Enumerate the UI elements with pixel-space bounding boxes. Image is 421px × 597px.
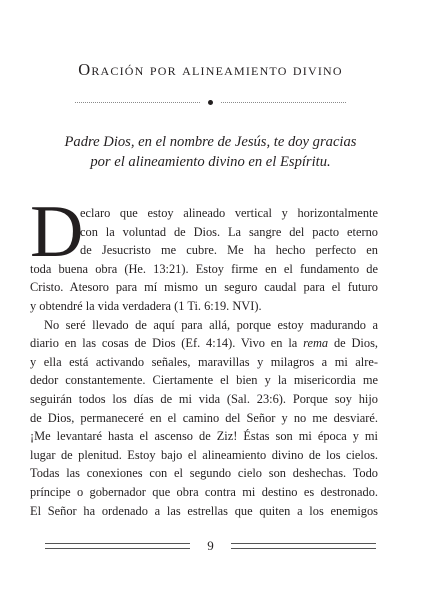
- text-line: diario en las cosas de Dios (Ef. 4:14). Vivo en la rema de Dios,: [30, 336, 378, 351]
- text-line: y obtendré la vida verdadera (1 Ti. 6:19. NVI).: [30, 298, 262, 313]
- title-divider: [75, 101, 346, 104]
- text-line: eclaro que estoy alineado vertical y horizontalmente: [80, 206, 378, 220]
- page-title: Oración por alineamiento divino: [78, 60, 343, 79]
- text-line: ¡Me levantaré hasta el ascenso de Ziz! Éstas son mi época y mi: [30, 429, 378, 444]
- footer-rule-right: [231, 543, 376, 549]
- divider-line-left: [75, 102, 200, 103]
- text-line: de Jesucristo me cubre. Me ha hecho perfecto en: [80, 243, 378, 258]
- page-footer: [45, 536, 376, 556]
- prayer-line: Padre Dios, en el nombre de Jesús, te doy gracias: [64, 134, 357, 150]
- text-line: Cristo. Atesoro para mí mismo un seguro caudal para el futuro: [30, 280, 378, 295]
- text-line: y ella está activando señales, maravillas y milagros a mi alre-: [30, 354, 378, 369]
- footer-rule-left: [45, 543, 190, 549]
- emphasis-word: rema: [303, 336, 329, 351]
- text-line: El Señor ha ordenado a las estrellas que quiten a los enemigos: [30, 503, 378, 518]
- text-line: lugar de plenitud. Estoy bajo el alineamiento divino de los cielos.: [30, 447, 378, 462]
- body-text: [30, 204, 378, 520]
- text-line: de Dios, permaneceré en el camino del Señor y no me desviaré.: [30, 410, 378, 425]
- text-line: con la voluntad de Dios. La sangre del pacto eterno: [80, 224, 378, 239]
- prayer-line: por el alineamiento divino en el Espíritu.: [90, 154, 331, 170]
- text-line: Todas las conexiones con el segundo cielo son deshechas. Todo: [30, 466, 378, 481]
- text-line: dedor constantemente. Ciertamente el bien y la misericordia me: [30, 373, 378, 388]
- prayer-heading: [30, 132, 391, 172]
- divider-dot: [208, 100, 213, 105]
- text-line: seguirán todos los días de mi vida (Sal. 23:6). Porque soy hijo: [30, 391, 378, 406]
- text-line: príncipe o gobernador que obra contra mi destino es destronado.: [30, 484, 378, 499]
- page-number: 9: [207, 538, 214, 553]
- drop-cap: D: [30, 191, 84, 273]
- text-line: toda buena obra (He. 13:21). Estoy firme en el fundamento de: [30, 261, 378, 276]
- divider-line-right: [221, 102, 346, 103]
- text-line: No seré llevado de aquí para allá, porque estoy madurando a: [44, 317, 378, 332]
